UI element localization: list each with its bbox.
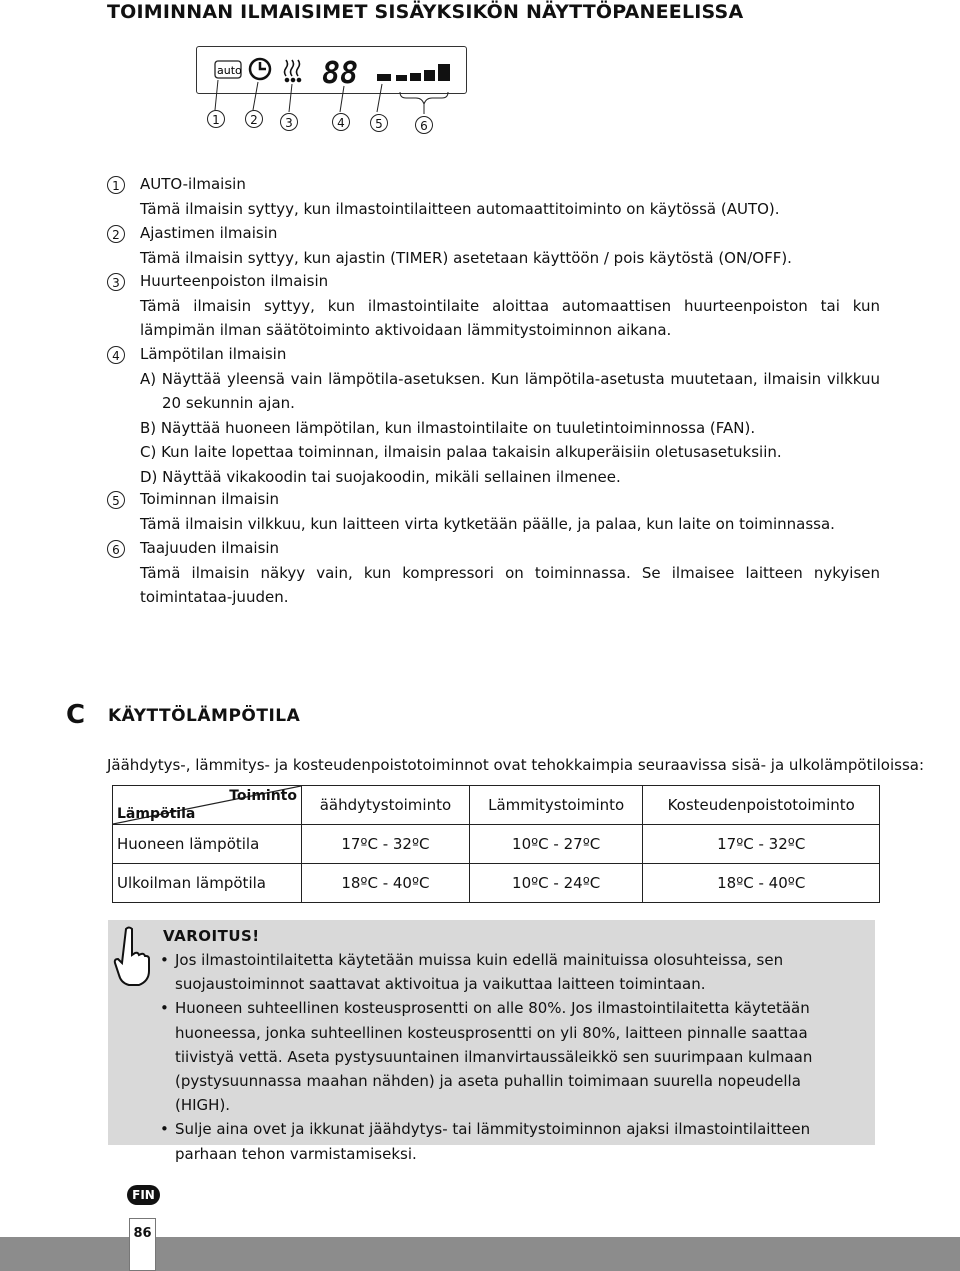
auto-label: auto — [217, 64, 242, 77]
legend-line: Tämä ilmaisin syttyy, kun ilmastointilaite aloittaa automaattisen huurteenpoiston tai kun lämpimän ilman säätötoiminto aktivoidaan lämmitystoiminnon aikana. — [140, 296, 880, 339]
section-letter: C — [66, 700, 86, 730]
legend-num: 2 — [107, 225, 125, 243]
warning-list — [160, 948, 860, 1166]
legend-num: 4 — [107, 346, 125, 364]
corner-top-label: Toiminto — [229, 788, 297, 804]
table-row — [113, 864, 880, 903]
legend-heading: Huurteenpoiston ilmaisin — [140, 272, 329, 290]
legend-heading: AUTO-ilmaisin — [140, 175, 246, 193]
callout-6: 6 — [415, 116, 433, 134]
callout-5: 5 — [370, 114, 388, 132]
legend-item-operation — [140, 487, 880, 536]
language-badge: FIN — [127, 1185, 160, 1205]
legend-heading: Taajuuden ilmaisin — [140, 539, 280, 557]
section-title: KÄYTTÖLÄMPÖTILA — [108, 706, 301, 726]
legend-item-temperature — [140, 342, 880, 489]
legend-line: D) Näyttää vikakoodin tai suojakoodin, mikäli sellainen ilmenee. — [140, 467, 621, 486]
page-number: 86 — [133, 1226, 152, 1241]
column-header: äähdytystoiminto — [302, 786, 470, 825]
corner-bottom-label: Lämpötila — [117, 806, 196, 822]
legend-item-frequency — [140, 536, 880, 610]
column-header: Lämmitystoiminto — [469, 786, 643, 825]
table-header-row — [113, 786, 880, 825]
table-row — [113, 825, 880, 864]
legend-line: Tämä ilmaisin syttyy, kun ilmastointilaitteen automaattitoiminto on käytössä (AUTO). — [140, 199, 780, 218]
row-label: Huoneen lämpötila — [113, 825, 302, 864]
legend-line: B) Näyttää huoneen lämpötilan, kun ilmastointilaite on tuuletintoiminnossa (FAN). — [140, 418, 756, 437]
legend-line: A) Näyttää yleensä vain lämpötila-asetuksen. Kun lämpötila-asetusta muutetaan, ilmaisin vilkkuu 20 sekunnin ajan. — [140, 369, 880, 412]
legend-num: 1 — [107, 176, 125, 194]
warning-bullet: • Jos ilmastointilaitetta käytetään muissa kuin edellä mainituissa olosuhteissa, sen suojaustoiminnot saattavat aktivoitua ja vaikuttaa laitteen toimintaan. — [160, 951, 784, 994]
table-cell: 18ºC - 40ºC — [643, 864, 880, 903]
legend-line: Tämä ilmaisin syttyy, kun ajastin (TIMER) asetetaan käyttöön / pois käytöstä (ON/OFF). — [140, 248, 792, 267]
table-cell: 17ºC - 32ºC — [643, 825, 880, 864]
column-header: Kosteudenpoistotoiminto — [643, 786, 880, 825]
legend-heading: Ajastimen ilmaisin — [140, 224, 278, 242]
table-cell: 10ºC - 27ºC — [469, 825, 643, 864]
warning-heading: VAROITUS! — [163, 927, 260, 945]
legend-heading: Toiminnan ilmaisin — [140, 490, 280, 508]
table-cell: 18ºC - 40ºC — [302, 864, 470, 903]
legend-line: C) Kun laite lopettaa toiminnan, ilmaisin palaa takaisin alkuperäisiin oletusasetuksiin. — [140, 443, 782, 461]
legend-line: Tämä ilmaisin vilkkuu, kun laitteen virta kytketään päälle, ja palaa, kun laite on toiminnassa. — [140, 514, 835, 533]
legend-item-timer — [140, 221, 880, 270]
legend-num: 6 — [107, 540, 125, 558]
callout-1: 1 — [207, 110, 225, 128]
page-title: TOIMINNAN ILMAISIMET SISÄYKSIKÖN NÄYTTÖPANEELISSA — [107, 1, 744, 23]
defrost-icon — [285, 60, 301, 82]
legend-item-auto — [140, 172, 880, 221]
temperature-digits: 88 — [322, 56, 359, 91]
callout-4: 4 — [332, 113, 350, 131]
row-label: Ulkoilman lämpötila — [113, 864, 302, 903]
warning-bullet: • Sulje aina ovet ja ikkunat jäähdytys- tai lämmitystoiminnon ajaksi ilmastointilaitteen parhaan tehon varmistamiseksi. — [160, 1120, 811, 1163]
operation-indicator — [377, 74, 391, 81]
warning-bullet: • Huoneen suhteellinen kosteusprosentti on alle 80%. Jos ilmastointilaitetta käytetään huoneessa, jonka suhteellinen kosteusprosentti on yli 80%, laitteen pinnalle saattaa tiivistyä vettä. Aseta pystysuuntainen ilmanvirtaussäleikkö sen suurimpaan kulmaan (pystysuunnassa maahan nähden) ja aseta puhallin toimimaan suurella nopeudella (HIGH). — [160, 999, 813, 1115]
table-cell: 17ºC - 32ºC — [302, 825, 470, 864]
frequency-bars — [396, 64, 450, 81]
table-corner-cell — [113, 786, 302, 825]
table-cell: 10ºC - 24ºC — [469, 864, 643, 903]
temperature-table — [112, 785, 880, 903]
legend-num: 3 — [107, 273, 125, 291]
pointing-hand-icon — [112, 925, 150, 987]
callout-3: 3 — [280, 113, 298, 131]
section-intro: Jäähdytys-, lämmitys- ja kosteudenpoistotoiminnot ovat tehokkaimpia seuraavissa sisä- ja ulkolämpötiloissa: — [107, 756, 925, 774]
legend-num: 5 — [107, 491, 125, 509]
legend-line: Tämä ilmaisin näkyy vain, kun kompressori on toiminnassa. Se ilmaisee laitteen nykyisen toimintataa-juuden. — [140, 563, 880, 606]
legend-heading: Lämpötilan ilmaisin — [140, 345, 287, 363]
callout-2: 2 — [245, 110, 263, 128]
legend-item-defrost — [140, 269, 880, 343]
